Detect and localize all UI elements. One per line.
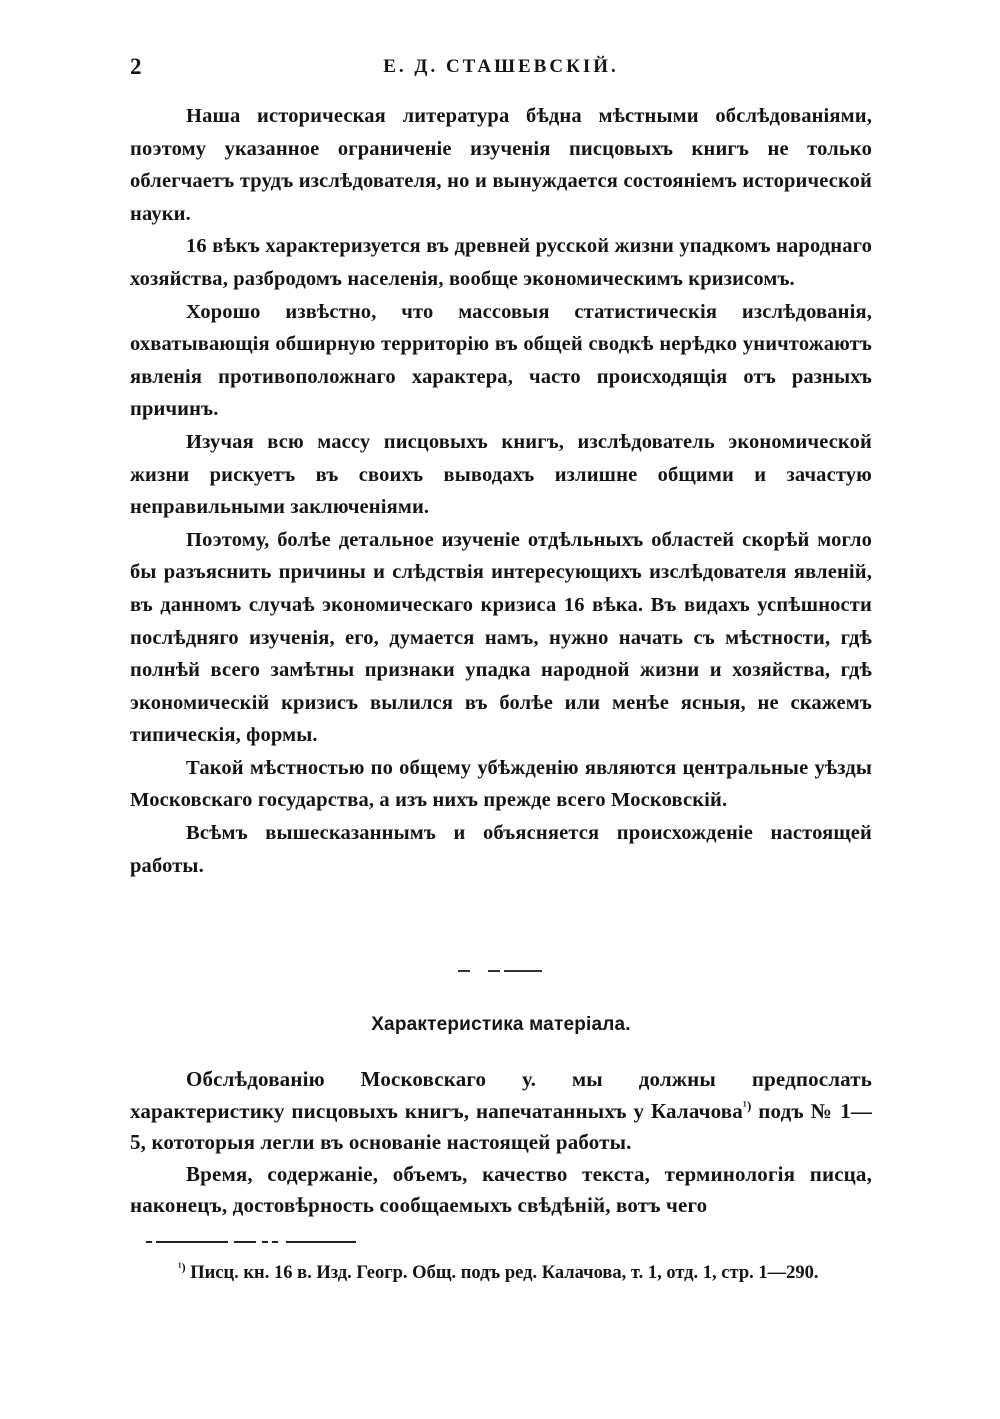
paragraph: 16 вѣкъ характеризуется въ древней русской жизни упадкомъ народнаго хозяйства, разбродомъ населенія, вообще экономическимъ кризисомъ. — [130, 235, 872, 290]
section-divider — [458, 970, 542, 972]
divider-dash — [504, 970, 542, 972]
paragraph: Изучая всю массу писцовыхъ книгъ, изслѣдователь экономической жизни рискуетъ въ своихъ выводахъ излишне общими и зачастую неправильными заключеніями. — [130, 430, 872, 519]
footnote-marker: ¹) — [178, 1259, 186, 1274]
rule-segment — [272, 1241, 278, 1243]
paragraph-text: Обслѣдованію Московскаго у. мы должны предпослать характеристику писцовыхъ книгъ, напечатанныхъ у Калачова — [130, 1067, 872, 1123]
footnote — [130, 1260, 872, 1287]
rule-segment — [146, 1241, 152, 1243]
paragraph: Поэтому, болѣе детальное изученіе отдѣльныхъ областей скорѣй могло бы разъяснить причины и слѣдствія интересующихъ изслѣдователя явленій, въ данномъ случаѣ экономическаго кризиса 16 вѣка. Въ видахъ успѣшности послѣдняго изученія, его, думается намъ, нужно начать съ мѣстности, гдѣ полнѣй всего замѣтны признаки упадка народной жизни и хозяйства, гдѣ экономическій кризисъ вылился въ болѣе или менѣе ясныя, не скажемъ типическія, формы. — [130, 528, 872, 747]
paragraph: Хорошо извѣстно, что массовыя статистическія изслѣдованія, охватывающія обширную территорію въ общей сводкѣ нерѣдко уничтожаютъ явленія противоположнаго характера, часто происходящія отъ разныхъ причинъ. — [130, 300, 872, 421]
footnote-reference[interactable]: ¹) — [742, 1097, 752, 1113]
intro-text — [130, 100, 872, 882]
divider-dash — [488, 970, 500, 972]
paragraph: Такой мѣстностью по общему убѣжденію являются центральные уѣзды Московскаго государства, а изъ нихъ прежде всего Московскій. — [130, 756, 872, 812]
paragraph: Время, содержаніе, объемъ, качество текста, терминологія писца, наконецъ, достовѣрность сообщаемыхъ свѣдѣній, вотъ чего — [130, 1161, 872, 1217]
paragraph — [130, 1064, 872, 1159]
rule-segment — [286, 1241, 356, 1243]
footnote-text: Писц. кн. 16 в. Изд. Геогр. Общ. подъ ред. Калачова, т. 1, отд. 1, стр. 1—290. — [185, 1263, 819, 1283]
rule-segment — [262, 1241, 268, 1243]
running-title: Е. Д. СТАШЕВСКІЙ. — [383, 56, 619, 77]
footnote-rule — [146, 1241, 356, 1243]
paragraph: Всѣмъ вышесказаннымъ и объясняется происхожденіе настоящей работы. — [130, 822, 872, 877]
rule-segment — [156, 1241, 228, 1243]
page-number: 2 — [130, 54, 142, 79]
rule-segment — [234, 1241, 256, 1243]
divider-dash — [458, 970, 470, 972]
section-heading: Характеристика матеріала. — [371, 1014, 631, 1035]
paragraph-text: подъ № 1—5, кототорыя легли въ основаніе настоящей работы. — [130, 1098, 873, 1154]
paragraph: Наша историческая литература бѣдна мѣстными обслѣдованіями, поэтому указанное ограниченіе изученія писцовыхъ книгъ не только облегчаетъ трудъ изслѣдователя, но и вынуждается состояніемъ исторической науки. — [130, 105, 872, 225]
running-head — [130, 54, 872, 84]
section-text — [130, 1064, 872, 1222]
document-page — [130, 0, 872, 1419]
